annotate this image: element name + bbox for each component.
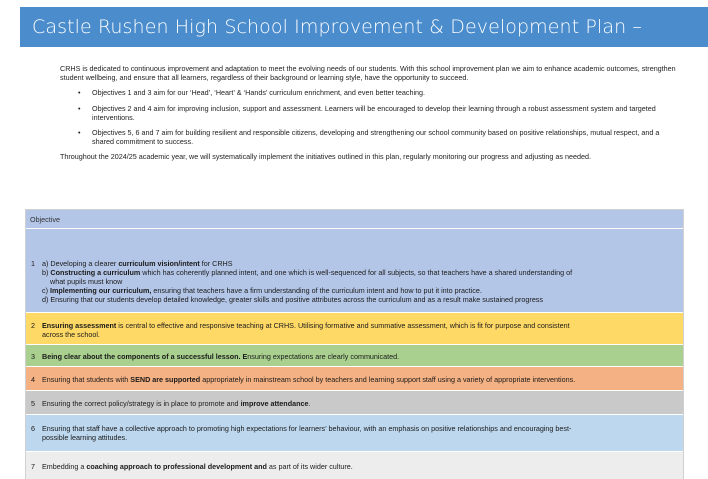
objective-text <box>42 321 683 344</box>
table-row <box>26 345 683 367</box>
objective-line: Being clear about the components of a successful lesson. Ensuring expectations are clearly communicated. <box>42 352 400 361</box>
objective-header-label: Objective <box>30 214 60 224</box>
list-item: • Objectives 1 and 3 aim for our ‘Head’, ‘Heart’ & ‘Hands’ curriculum enrichment, and even better teaching. <box>78 88 426 98</box>
page-title: Castle Rushen High School Improvement & Development Plan – 2024/25 <box>32 16 642 78</box>
objective-line: b) Constructing a curriculum which has coherently planned intent, and one which is well-sequenced for all subjects, so that teachers have a shared understanding of <box>42 268 573 277</box>
objectives-table <box>25 209 684 479</box>
objective-text <box>42 259 683 312</box>
objective-line: d) Ensuring that our students develop detailed knowledge, greater skills and positive attributes across the curriculum and as a result make sustained progress <box>42 295 543 304</box>
objective-text <box>42 399 683 414</box>
table-row <box>26 415 683 452</box>
table-row <box>26 229 683 313</box>
objective-number: 1 <box>31 259 35 268</box>
closing-paragraph: Throughout the 2024/25 academic year, we will systematically implement the initiatives outlined in this plan, regularly monitoring our progress and adjusting as needed. <box>60 152 591 162</box>
objective-line: Ensuring that staff have a collective approach to promoting high expectations for learners’ behaviour, with an emphasis on positive relationships and encouraging best- <box>42 424 572 433</box>
objective-line: c) Implementing our curriculum, ensuring that teachers have a firm understanding of the curriculum intent and how to put it into practice. <box>42 286 482 295</box>
objective-number: 6 <box>31 424 35 433</box>
intro-paragraph: CRHS is dedicated to continuous improvement and adaptation to meet the evolving needs of our students. With this school improvement plan we aim to enhance academic outcomes, strengthen student wellbeing, and ensure that all learners, regardless of their background or learning style, have the opportunity to succeed. <box>60 64 676 83</box>
objective-line: across the school. <box>42 330 100 339</box>
objective-number: 7 <box>31 462 35 471</box>
table-row <box>26 452 683 479</box>
objective-text <box>42 462 683 479</box>
objective-emphasis: Ensuring assessment <box>42 321 117 330</box>
objective-emphasis: Being clear about the components of a successful lesson. E <box>42 352 248 361</box>
objective-text <box>42 352 683 366</box>
objective-text <box>42 424 683 451</box>
objective-line: a) Developing a clearer curriculum vision/intent for CRHS <box>42 259 233 268</box>
objective-line: what pupils must know <box>50 277 123 286</box>
list-item: • Objectives 5, 6 and 7 aim for building resilient and responsible citizens, developing and strengthening our school community based on positive relationships, mutual respect, and a shared commitment to success. <box>78 128 660 147</box>
table-row <box>26 367 683 391</box>
objective-emphasis: Implementing our curriculum, <box>49 286 152 295</box>
objective-number: 2 <box>31 321 35 330</box>
objective-emphasis: SEND are supported <box>130 375 201 384</box>
objective-number: 3 <box>31 352 35 361</box>
objective-line: Embedding a coaching approach to professional development and as part of its wider culture. <box>42 462 353 471</box>
table-header <box>26 210 683 229</box>
objective-emphasis: coaching approach to professional development and <box>86 462 267 471</box>
objective-line: Ensuring assessment is central to effective and responsive teaching at CRHS. Utilising formative and summative assessment, which is fit for purpose and consistent <box>42 321 570 330</box>
objective-aims-list <box>78 88 680 146</box>
objective-number: 5 <box>31 399 35 408</box>
objective-line: possible learning attitudes. <box>42 433 128 442</box>
objective-emphasis: Constructing a curriculum <box>50 268 141 277</box>
table-body <box>26 229 683 479</box>
table-row <box>26 313 683 345</box>
table-row <box>26 391 683 415</box>
list-item: • Objectives 2 and 4 aim for improving inclusion, support and assessment. Learners will be encouraged to develop their learning through a robust assessment system and targeted interventions. <box>78 103 656 122</box>
intro-section <box>60 64 680 168</box>
objective-emphasis: improve attendance <box>240 399 309 408</box>
objective-number: 4 <box>31 375 35 384</box>
objective-emphasis: curriculum vision/intent <box>118 259 200 268</box>
objective-line: Ensuring that students with SEND are supported appropriately in mainstream school by teachers and learning support staff using a variety of appropriate interventions. <box>42 375 576 384</box>
objective-text <box>42 375 683 390</box>
objective-line: Ensuring the correct policy/strategy is in place to promote and improve attendance. <box>42 399 311 408</box>
